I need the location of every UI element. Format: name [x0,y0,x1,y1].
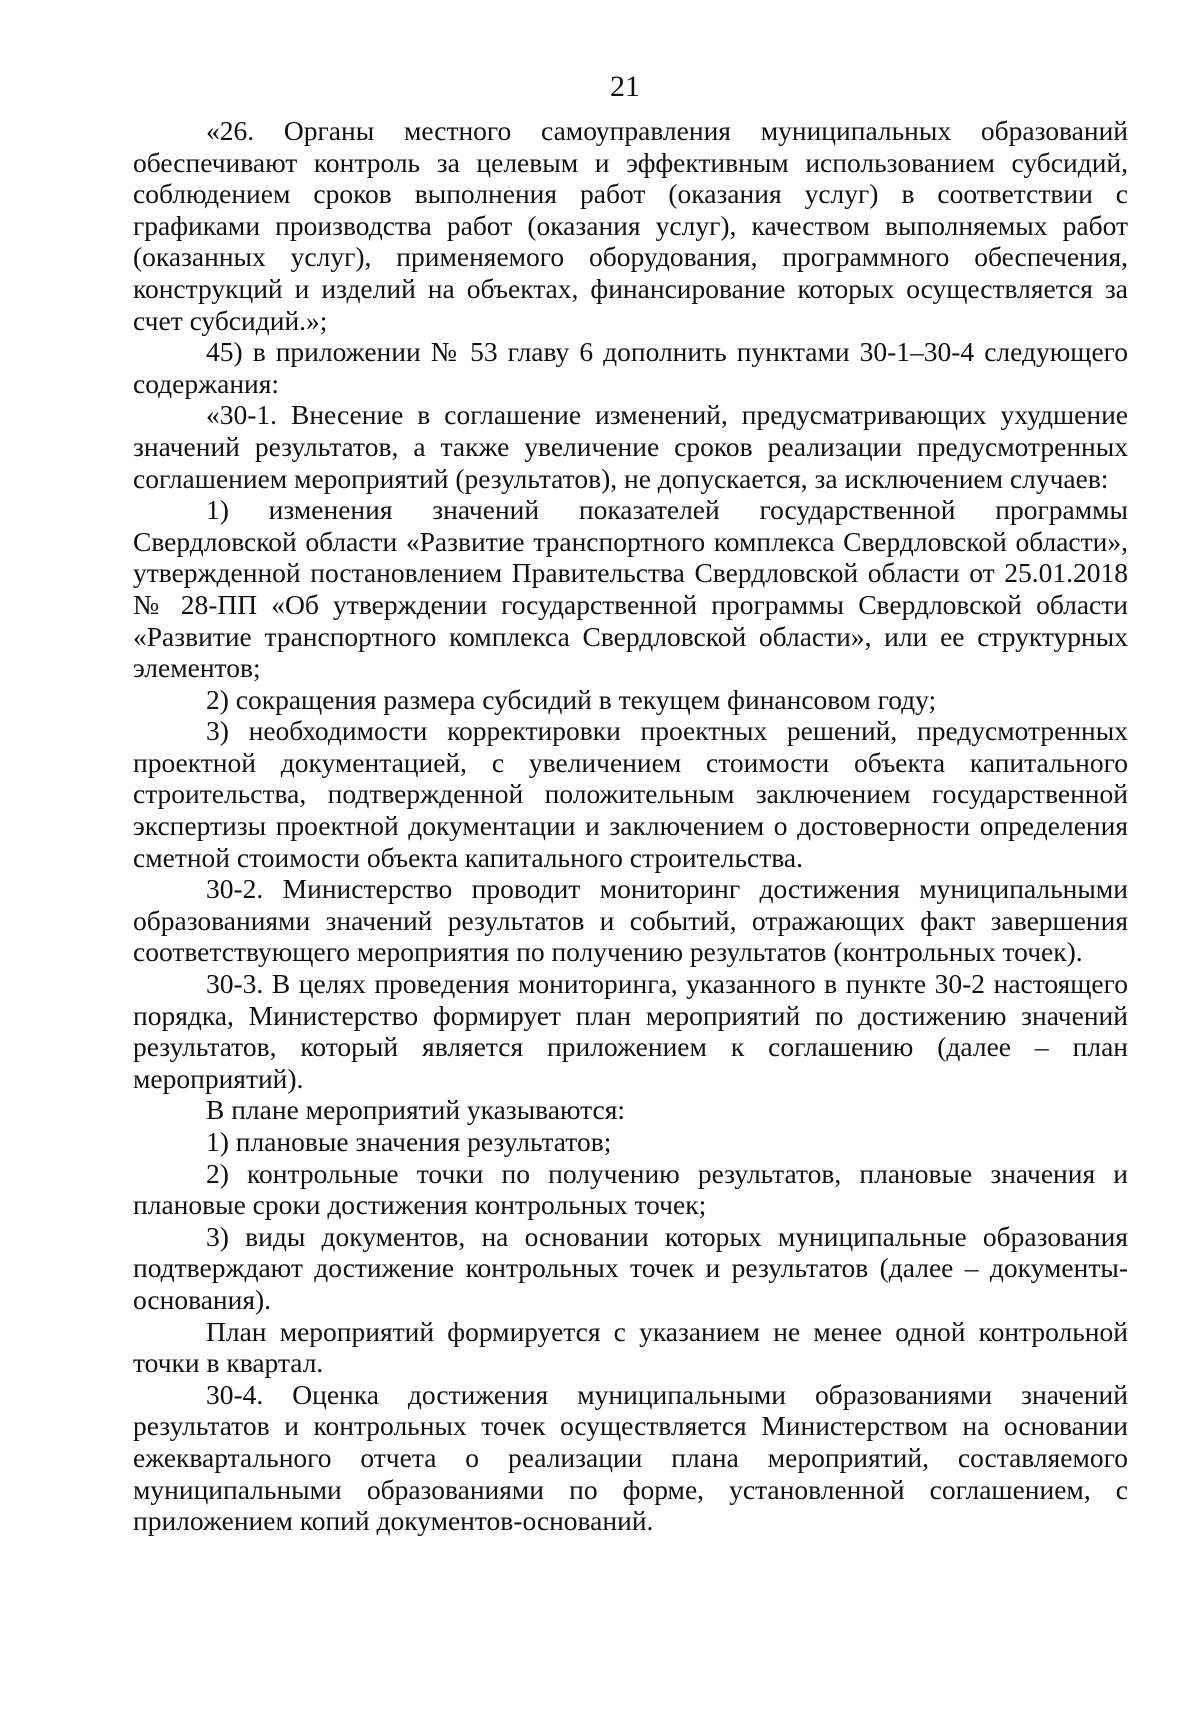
paragraph-plan-item-2: 2) контрольные точки по получению результатов, плановые значения и плановые сроки достижения контрольных точек; [133,1157,1128,1221]
document-body [133,115,1128,1537]
paragraph-30-3: 30-3. В целях проведения мониторинга, указанного в пункте 30-2 настоящего порядка, Министерство формирует план мероприятий по достижению значений результатов, который является приложением к соглашению (далее – план мероприятий). [133,968,1128,1094]
paragraph-30-1-subitem-2: 2) сокращения размера субсидий в текущем финансовом году; [206,683,937,715]
paragraph-30-4: 30-4. Оценка достижения муниципальными образованиями значений результатов и контрольных точек осуществляется Министерством на основании ежеквартального отчета о реализации плана мероприятий, составляемого муниципальными образованиями по форме, установленной соглашением, с приложением копий документов-оснований. [133,1378,1128,1537]
paragraph-30-2: 30-2. Министерство проводит мониторинг достижения муниципальными образованиями значений результатов и событий, отражающих факт завершения соответствующего мероприятия по получению результатов (контрольных точек). [133,873,1128,968]
paragraph-item-45: 45) в приложении № 53 главу 6 дополнить пунктами 30-1–30-4 следующего содержания: [133,336,1128,399]
paragraph-26: «26. Органы местного самоуправления муниципальных образований обеспечивают контроль за целевым и эффективным использованием субсидий, соблюдением сроков выполнения работ (оказания услуг) в соответствии с графиками производства работ (оказания услуг), качеством выполняемых работ (оказанных услуг), применяемого оборудования, программного обеспечения, конструкций и изделий на объектах, финансирование которых осуществляется за счет субсидий.»; [133,115,1128,336]
paragraph-plan-quarterly: План мероприятий формируется с указанием не менее одной контрольной точки в квартал. [133,1315,1128,1379]
paragraph-30-1-subitem-3: 3) необходимости корректировки проектных решений, предусмотренных проектной документацией, с увеличением стоимости объекта капитального строительства, подтвержденной положительным заключением государственной экспертизы проектной документации и заключением о достоверности определения сметной стоимости объекта капитального строительства. [133,715,1128,873]
paragraph-30-1-subitem-1: 1) изменения значений показателей государственной программы Свердловской области «Развитие транспортного комплекса Свердловской области», утвержденной постановлением Правительства Свердловской области от 25.01.2018 № 28-ПП «Об утверждении государственной программы Свердловской области «Развитие транспортного комплекса Свердловской области», или ее структурных элементов; [133,494,1128,684]
paragraph-plan-contents: В плане мероприятий указываются: [206,1094,626,1126]
page-number: 21 [610,70,640,103]
paragraph-30-1: «30-1. Внесение в соглашение изменений, предусматривающих ухудшение значений результатов, а также увеличение сроков реализации предусмотренных соглашением мероприятий (результатов), не допускается, за исключением случаев: [133,399,1128,494]
paragraph-plan-item-1: 1) плановые значения результатов; [206,1126,612,1157]
paragraph-plan-item-3: 3) виды документов, на основании которых муниципальные образования подтверждают достижение контрольных точек и результатов (далее – документы-основания). [133,1220,1128,1315]
